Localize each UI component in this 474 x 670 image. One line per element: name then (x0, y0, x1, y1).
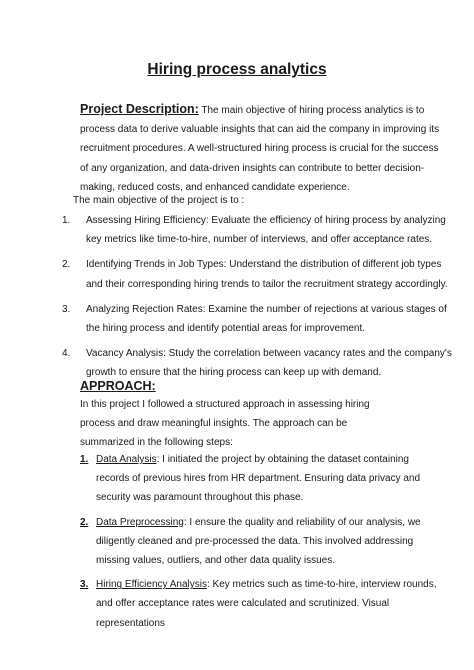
objective-number: 4. (62, 348, 71, 360)
document-title: Hiring process analytics (147, 61, 327, 78)
objective-text: Analyzing Rejection Rates: Examine the number of rejections at various stages of the hiring process and identify potential areas for improvement. (86, 303, 447, 335)
project-description (80, 100, 440, 197)
step-title: Data Analysis (96, 454, 157, 465)
step-number: 2. (80, 516, 89, 528)
step-title: Hiring Efficiency Analysis (96, 579, 207, 591)
objectives-list (62, 211, 452, 389)
objective-text: Vacancy Analysis: Study the correlation between vacancy rates and the company's growth to ensure that the hiring process can keep up with demand. (86, 348, 452, 379)
step-number: 1. (80, 454, 89, 465)
step-title: Data Preprocessing (96, 516, 184, 528)
objective-item (62, 211, 452, 249)
step-text: : Key metrics such as time-to-hire, interview rounds, and offer acceptance rates were calculated and scrutinized. Visual representations (96, 579, 437, 629)
step-item (80, 450, 445, 508)
step-item (80, 575, 445, 633)
step-number: 3. (80, 579, 89, 591)
objective-text: Identifying Trends in Job Types: Understand the distribution of different job types and their corresponding hiring trends to tailor the recruitment strategy accordingly. (86, 259, 448, 290)
approach-text: In this project I followed a structured approach in assessing hiring process and draw meaningful insights. The approach can be summarized in the following steps: (80, 399, 370, 449)
approach-heading: APPROACH: (80, 379, 156, 393)
description-heading: Project Description: (80, 102, 199, 116)
objective-number: 2. (62, 259, 71, 271)
objective-item (62, 300, 452, 338)
step-text: : I ensure the quality and reliability of our analysis, we diligently cleaned and pre-processed the data. This involved addressing missing values, outliers, and other data quality issues. (96, 516, 421, 567)
objective-text: Assessing Hiring Efficiency: Evaluate the efficiency of hiring process by analyzing key metrics like time-to-hire, number of interviews, and offer acceptance rates. (86, 215, 446, 246)
objective-number: 3. (62, 303, 71, 315)
objective-intro: The main objective of the project is to : (73, 195, 245, 206)
step-item (80, 513, 445, 571)
steps-list (80, 450, 445, 638)
description-text: The main objective of hiring process analytics is to process data to derive valuable insights that can aid the company in improving its recruitment procedures. A well-structured hiring process is crucial for the success of any organization, and data-driven insights can contribute to better decision-making, reduced costs, and enhanced candidate experience. (80, 105, 440, 193)
objective-number: 1. (62, 215, 71, 226)
objective-item (62, 255, 452, 293)
step-text: : I initiated the project by obtaining the dataset containing records of previous hires from HR department. Ensuring data privacy and security was paramount throughout this phase. (96, 454, 421, 504)
